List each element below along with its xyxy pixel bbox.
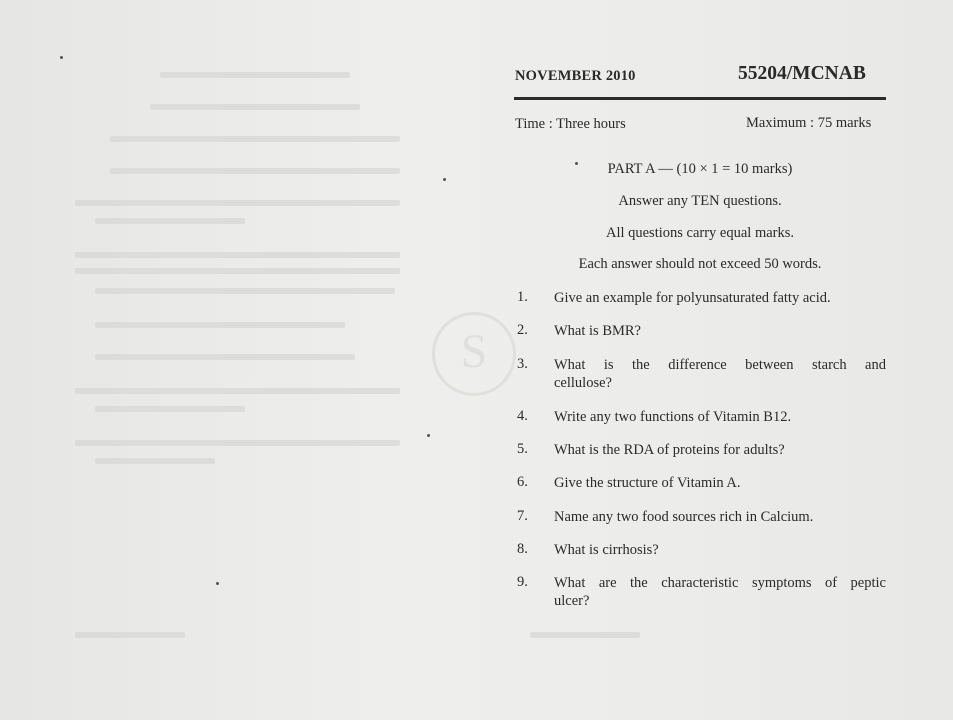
bleed-through-line xyxy=(95,354,355,360)
part-title: PART A — (10 × 1 = 10 marks) xyxy=(607,161,793,177)
question-text: What is the RDA of proteins for adults? xyxy=(554,442,785,458)
instruction-line: Answer any TEN questions. xyxy=(618,193,782,209)
question-text: What is BMR? xyxy=(554,323,641,339)
question-text-continued: cellulose? xyxy=(554,375,612,391)
bleed-through-line xyxy=(110,136,400,142)
bleed-through-line xyxy=(150,104,360,110)
bleed-through-line xyxy=(95,218,245,224)
paper-code: 55204/MCNAB xyxy=(738,63,866,84)
bleed-through-line xyxy=(110,168,400,174)
question-number: 3. xyxy=(517,356,528,372)
maximum-marks: Maximum : 75 marks xyxy=(746,115,872,131)
bleed-through-line xyxy=(75,388,400,394)
question-text: Give the structure of Vitamin A. xyxy=(554,475,741,491)
header-rule xyxy=(514,97,886,100)
question-number: 5. xyxy=(517,441,528,457)
paper-speck xyxy=(443,178,446,181)
question-text-continued: ulcer? xyxy=(554,593,590,609)
question-text: Write any two functions of Vitamin B12. xyxy=(554,409,792,425)
question-number: 6. xyxy=(517,474,528,490)
instruction-line: Each answer should not exceed 50 words. xyxy=(578,256,822,272)
bleed-through-line xyxy=(75,252,400,258)
exam-time: Time : Three hours xyxy=(515,116,626,132)
bleed-through-line xyxy=(530,632,640,638)
bleed-through-line xyxy=(75,268,400,274)
question-number: 4. xyxy=(517,408,528,424)
question-number: 2. xyxy=(517,322,528,338)
question-number: 7. xyxy=(517,508,528,524)
question-text: Name any two food sources rich in Calcium. xyxy=(554,509,814,525)
exam-date: NOVEMBER 2010 xyxy=(515,68,636,84)
question-text: What is cirrhosis? xyxy=(554,542,659,558)
paper-speck xyxy=(427,434,430,437)
bleed-through-line xyxy=(75,632,185,638)
question-text: Give an example for polyunsaturated fatty acid. xyxy=(554,290,831,306)
bleed-through-line xyxy=(95,406,245,412)
question-text: What is the difference between starch and xyxy=(554,357,886,373)
question-number: 8. xyxy=(517,541,528,557)
question-number: 9. xyxy=(517,574,528,590)
watermark-seal: S xyxy=(432,312,516,396)
bleed-through-line xyxy=(75,440,400,446)
bleed-through-line xyxy=(95,458,215,464)
instruction-line: All questions carry equal marks. xyxy=(605,225,795,241)
bleed-through-line xyxy=(75,200,400,206)
bleed-through-line xyxy=(95,288,395,294)
paper-speck xyxy=(60,56,63,59)
question-text: What are the characteristic symptoms of peptic xyxy=(554,575,886,591)
paper-speck xyxy=(216,582,219,585)
question-number: 1. xyxy=(517,289,528,305)
bleed-through-line xyxy=(95,322,345,328)
bleed-through-line xyxy=(160,72,350,78)
